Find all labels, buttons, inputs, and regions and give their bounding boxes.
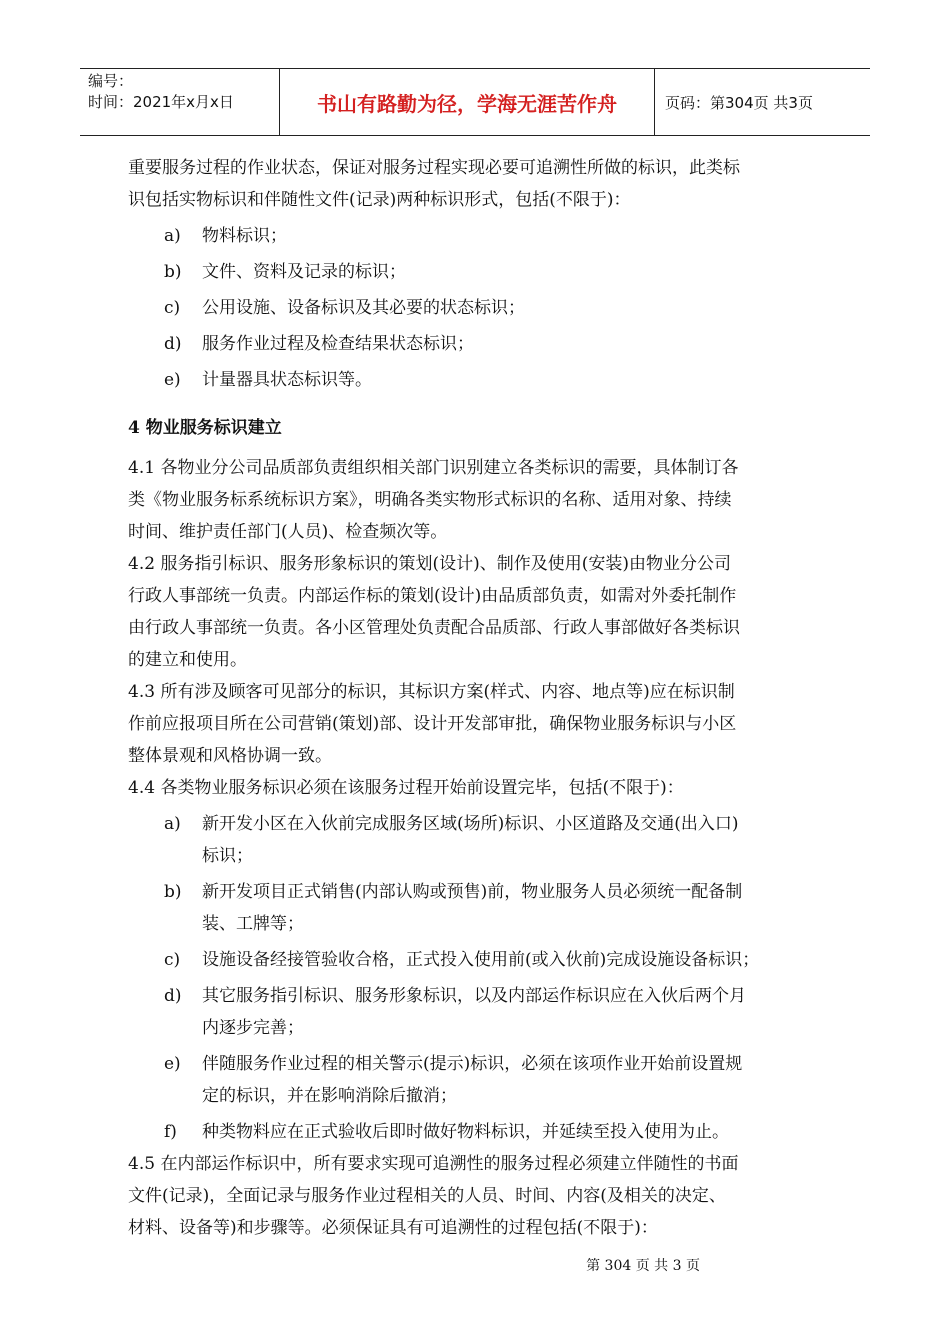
list-marker: d) xyxy=(164,986,182,1006)
paragraph-line: 识包括实物标识和伴随性文件(记录)两种标识形式，包括(不限于)： xyxy=(128,190,631,210)
list-text xyxy=(202,876,828,940)
list-text-line: 新开发小区在入伙前完成服务区域(场所)标识、小区道路及交通(出入口) xyxy=(202,814,739,834)
paragraph-line: 4.3 所有涉及顾客可见部分的标识，其标识方案(样式、内容、地点等)应在标识制 xyxy=(128,682,735,702)
list-item xyxy=(128,220,828,252)
spacer xyxy=(128,396,828,412)
list-marker: b) xyxy=(164,262,182,282)
list-marker: c) xyxy=(164,950,181,970)
paragraph-line: 重要服务过程的作业状态，保证对服务过程实现必要可追溯性所做的标识，此类标 xyxy=(128,158,740,178)
document-body xyxy=(128,152,828,1244)
number-label: 编号： xyxy=(88,72,134,90)
list-item xyxy=(128,980,828,1044)
list-text: 计量器具状态标识等。 xyxy=(202,370,372,390)
list-item xyxy=(128,876,828,940)
paragraph-line: 材料、设备等)和步骤等。必须保证具有可追溯性的过程包括(不限于)： xyxy=(128,1218,658,1238)
list-text xyxy=(202,1048,828,1112)
page-footer: 第 304 页 共 3 页 xyxy=(586,1258,700,1274)
paragraph-line: 4.1 各物业分公司品质部负责组织相关部门识别建立各类标识的需要，具体制订各 xyxy=(128,458,739,478)
list-text: 物料标识； xyxy=(202,226,287,246)
paragraph-line: 4.4 各类物业服务标识必须在该服务过程开始前设置完毕，包括(不限于)： xyxy=(128,778,684,798)
list-item xyxy=(128,808,828,872)
list-text-line: 装、工牌等； xyxy=(202,914,304,934)
list-text xyxy=(202,808,828,872)
paragraph-line: 时间、维护责任部门(人员)、检查频次等。 xyxy=(128,522,448,542)
paragraph-line: 由行政人事部统一负责。各小区管理处负责配合品质部、行政人事部做好各类标识 xyxy=(128,618,740,638)
list-marker: e) xyxy=(164,370,181,390)
paragraph-line: 4.5 在内部运作标识中，所有要求实现可追溯性的服务过程必须建立伴随性的书面 xyxy=(128,1154,739,1174)
paragraph-line: 行政人事部统一负责。内部运作标的策划(设计)由品质部负责，如需对外委托制作 xyxy=(128,586,737,606)
list-item xyxy=(128,944,828,976)
list-item xyxy=(128,256,828,288)
header-motto: 书山有路勤为径，学海无涯苦作舟 xyxy=(280,69,655,135)
list-text: 种类物料应在正式验收后即时做好物料标识，并延续至投入使用为止。 xyxy=(202,1122,729,1142)
paragraph-line: 整体景观和风格协调一致。 xyxy=(128,746,332,766)
section-title: 4 物业服务标识建立 xyxy=(128,418,282,438)
section-4-5 xyxy=(128,1148,828,1244)
list-text-line: 其它服务指引标识、服务形象标识，以及内部运作标识应在入伙后两个月 xyxy=(202,986,746,1006)
list-text-line: 新开发项目正式销售(内部认购或预售)前，物业服务人员必须统一配备制 xyxy=(202,882,743,902)
list-text: 公用设施、设备标识及其必要的状态标识； xyxy=(202,298,525,318)
intro-paragraph xyxy=(128,152,828,216)
section-4-3 xyxy=(128,676,828,772)
list-marker: a) xyxy=(164,814,181,834)
paragraph-line: 类《物业服务标系统标识方案》，明确各类实物形式标识的名称、适用对象、持续 xyxy=(128,490,732,510)
paragraph-line: 作前应报项目所在公司营销(策划)部、设计开发部审批，确保物业服务标识与小区 xyxy=(128,714,737,734)
paragraph-line: 文件(记录)，全面记录与服务作业过程相关的人员、时间、内容(及相关的决定、 xyxy=(128,1186,726,1206)
section-4-2 xyxy=(128,548,828,676)
list-marker: e) xyxy=(164,1054,181,1074)
paragraph-line: 4.2 服务指引标识、服务形象标识的策划(设计)、制作及使用(安装)由物业分公司 xyxy=(128,554,731,574)
header-meta xyxy=(80,69,280,135)
list-item xyxy=(128,1048,828,1112)
section-4-4-list xyxy=(128,808,828,1148)
list-text-line: 内逐步完善； xyxy=(202,1018,304,1038)
header-page-info: 页码：第304页 共3页 xyxy=(665,93,813,112)
list-item xyxy=(128,364,828,396)
list-text: 设施设备经接管验收合格，正式投入使用前(或入伙前)完成设施设备标识； xyxy=(202,950,760,970)
list-text-line: 标识； xyxy=(202,846,253,866)
list-text xyxy=(202,980,828,1044)
intro-list xyxy=(128,220,828,396)
list-item xyxy=(128,328,828,360)
list-item xyxy=(128,1116,828,1148)
list-marker: a) xyxy=(164,226,181,246)
list-marker: f) xyxy=(164,1122,177,1142)
list-marker: b) xyxy=(164,882,182,902)
list-item xyxy=(128,292,828,324)
list-text: 文件、资料及记录的标识； xyxy=(202,262,406,282)
paragraph-line: 的建立和使用。 xyxy=(128,650,247,670)
page-header xyxy=(80,68,870,136)
section-4-4 xyxy=(128,772,828,804)
list-text: 服务作业过程及检查结果状态标识； xyxy=(202,334,474,354)
section-4-1 xyxy=(128,452,828,548)
list-marker: c) xyxy=(164,298,181,318)
time-label: 时间：2021年x月x日 xyxy=(88,93,234,111)
list-text-line: 定的标识，并在影响消除后撤消； xyxy=(202,1086,457,1106)
list-marker: d) xyxy=(164,334,182,354)
list-text-line: 伴随服务作业过程的相关警示(提示)标识，必须在该项作业开始前设置规 xyxy=(202,1054,743,1074)
